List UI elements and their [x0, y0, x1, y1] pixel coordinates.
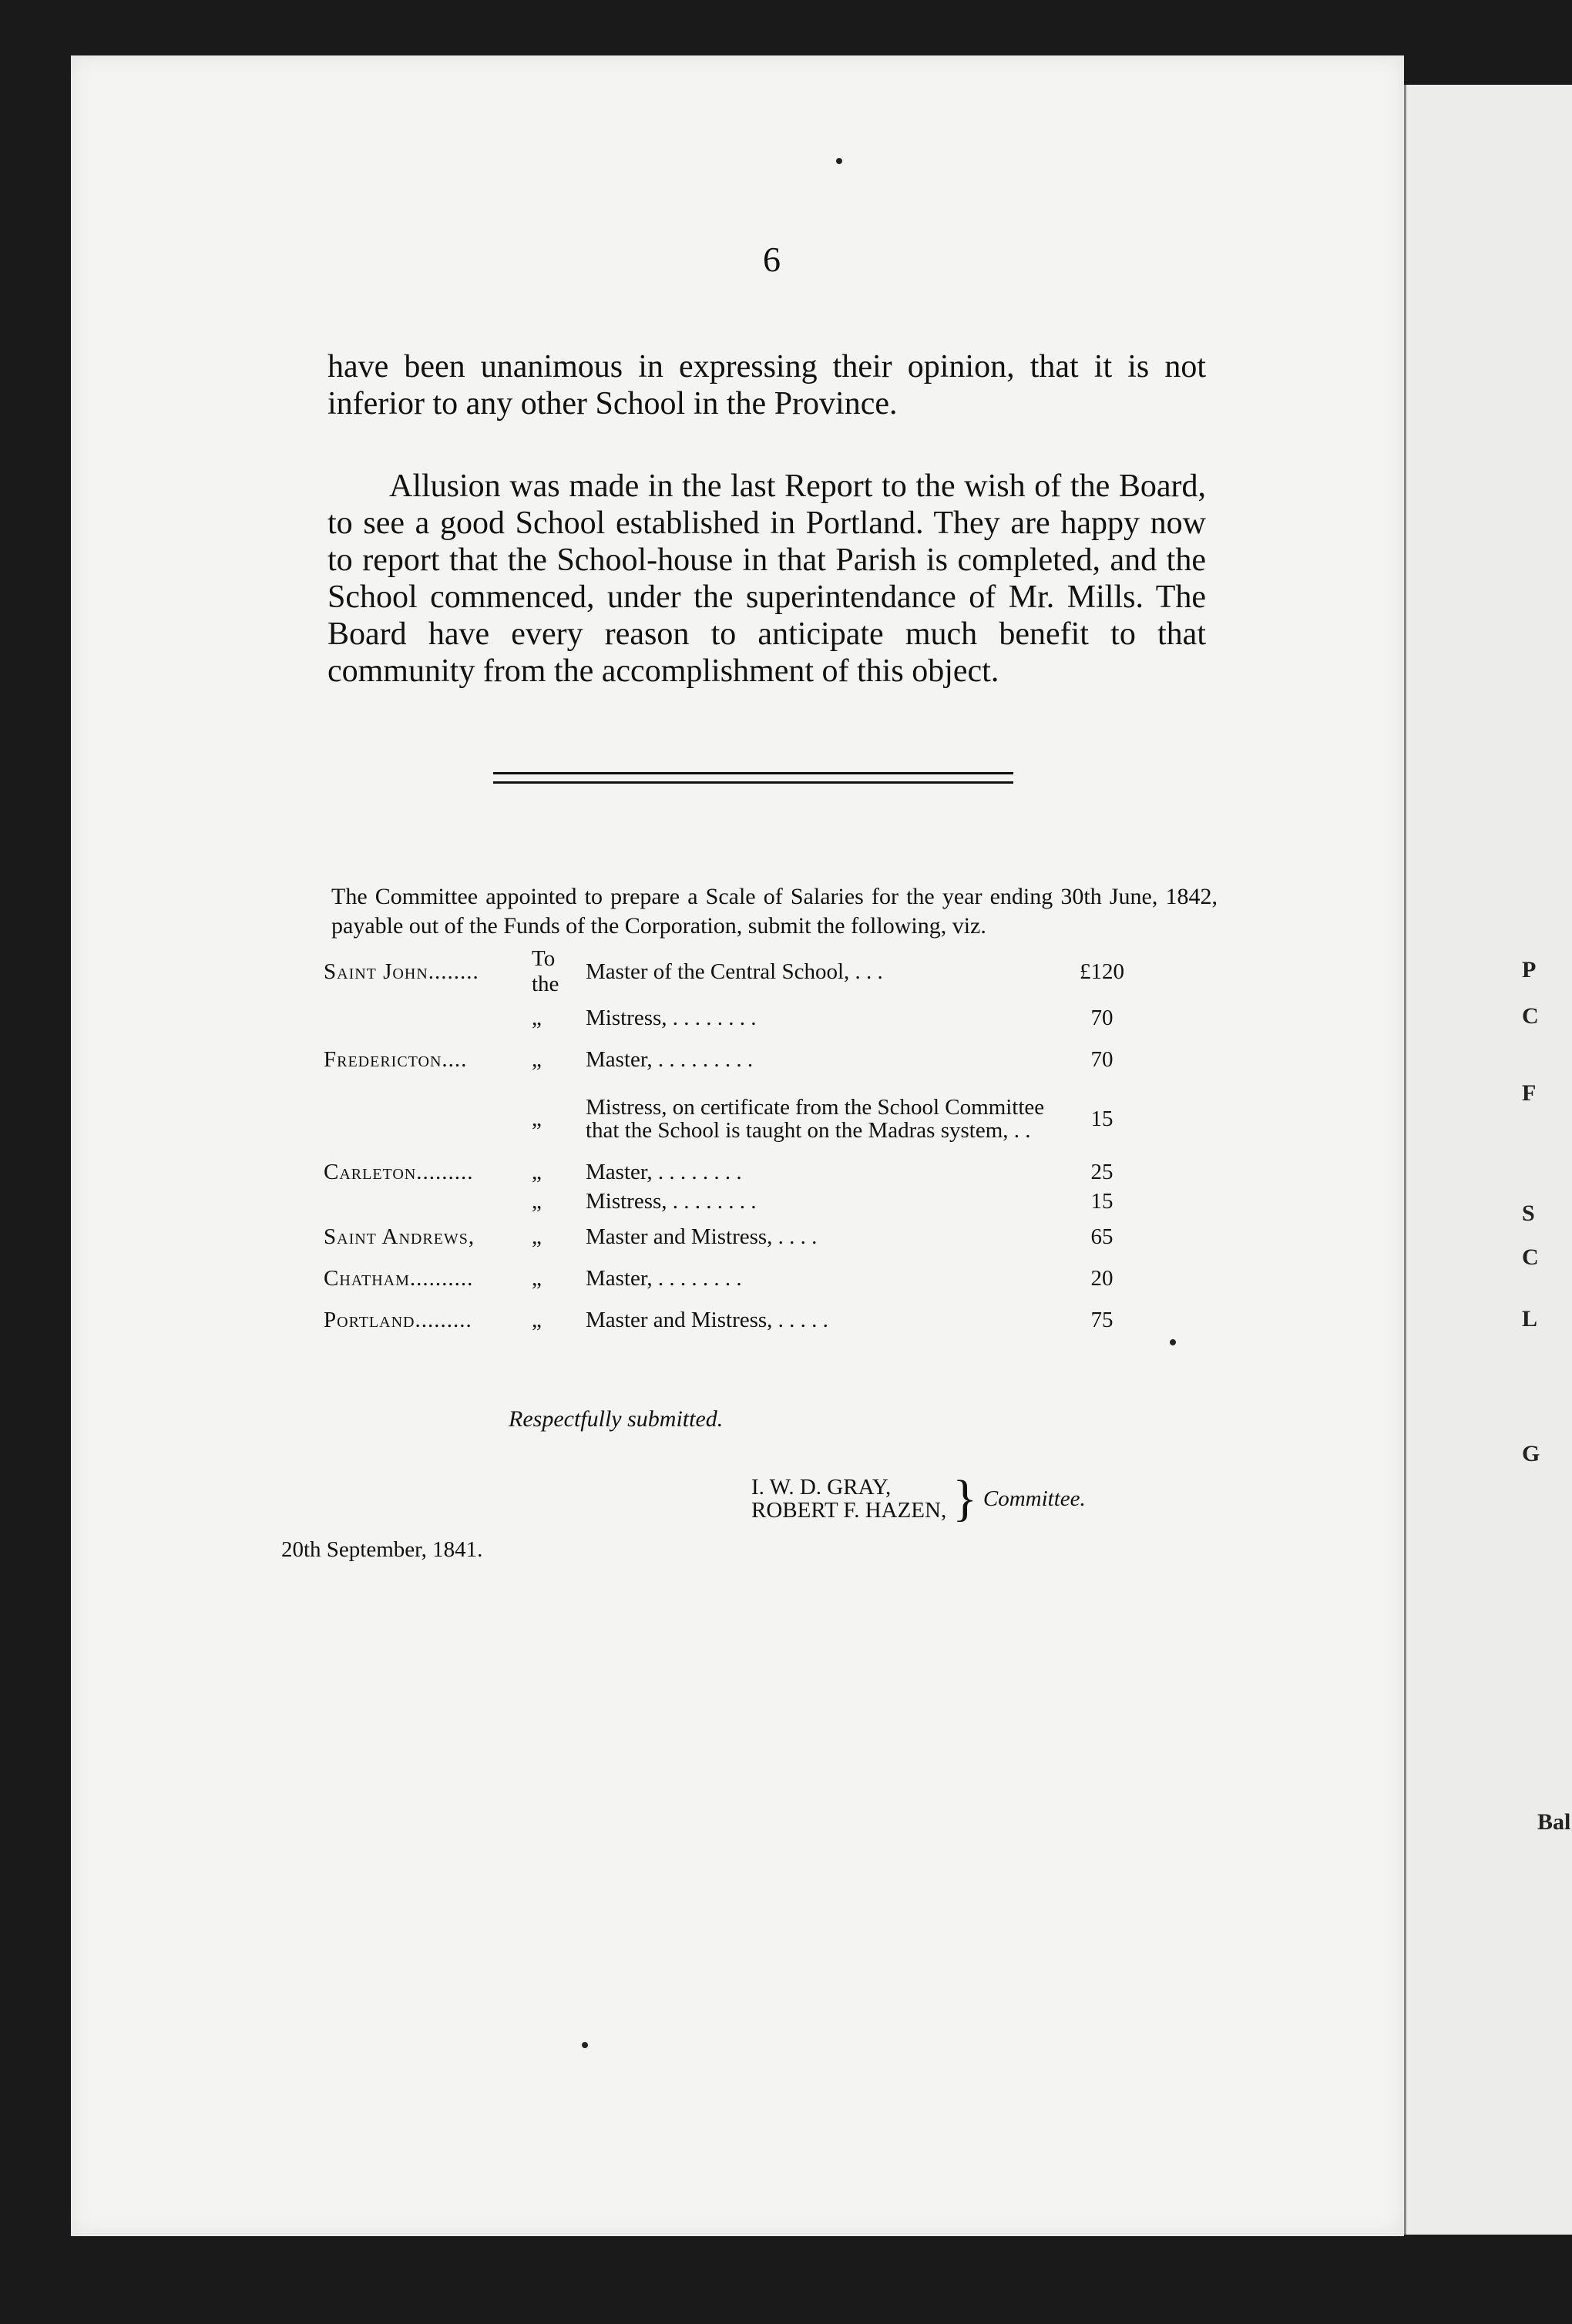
committee-intro: The Committee appointed to prepare a Scale of Salaries for the year ending 30th June, 1842, payable out of the Funds of the Corporation, submit the following, viz. — [331, 884, 1218, 939]
table-row — [324, 1187, 1140, 1216]
position: Master, . . . . . . . . — [586, 1159, 742, 1184]
position: Master, . . . . . . . . . — [586, 1046, 754, 1072]
fragment-letter: P — [1522, 957, 1537, 982]
place-name: Portland......... — [324, 1307, 472, 1332]
position: Mistress, on certificate from the School Committee that the School is taught on the Madras system, . . — [586, 1095, 1045, 1143]
salary-amount: 15 — [1090, 1188, 1114, 1214]
position: Master of the Central School, . . . — [586, 959, 883, 984]
fragment-letter: C — [1522, 1244, 1539, 1270]
ditto-mark: „ — [532, 1224, 542, 1249]
place-name: Saint Andrews, — [324, 1224, 475, 1249]
committee-signatures — [751, 1470, 1086, 1526]
position: Mistress, . . . . . . . . — [586, 1188, 757, 1214]
page-number: 6 — [763, 240, 781, 279]
document-date: 20th September, 1841. — [281, 1537, 483, 1562]
ditto-mark: „ — [532, 1106, 542, 1131]
fragment-letter: Bal — [1537, 1809, 1571, 1835]
place-name: Chatham.......... — [324, 1265, 474, 1291]
place-name: Fredericton.... — [324, 1046, 468, 1072]
table-row — [324, 1039, 1140, 1080]
table-row — [324, 1157, 1140, 1187]
table-row — [324, 1258, 1140, 1299]
table-row — [324, 1080, 1140, 1157]
salary-amount: 25 — [1090, 1159, 1114, 1184]
fragment-letter: G — [1522, 1441, 1540, 1466]
salary-table — [324, 946, 1140, 1341]
salary-amount: 70 — [1090, 1005, 1114, 1030]
paragraph: have been unanimous in expressing their opinion, that it is not inferior to any other School in the Province. — [328, 349, 1206, 421]
adjacent-page-edge — [1404, 85, 1572, 2235]
ditto-mark: „ — [532, 1159, 542, 1184]
place-name: Saint John........ — [324, 959, 479, 984]
ditto-mark: „ — [532, 1046, 542, 1072]
fragment-letter: F — [1522, 1080, 1537, 1106]
fragment-letter: S — [1522, 1201, 1535, 1226]
position: Master, . . . . . . . . — [586, 1265, 742, 1291]
position: Master and Mistress, . . . . . — [586, 1307, 828, 1332]
table-row — [324, 997, 1140, 1039]
position: Mistress, . . . . . . . . — [586, 1005, 757, 1030]
speck — [1170, 1339, 1176, 1345]
speck — [582, 2042, 588, 2048]
ditto-mark: „ — [532, 1265, 542, 1291]
ditto-mark: „ — [532, 1307, 542, 1332]
signatory-names — [751, 1476, 946, 1522]
fragment-letter: L — [1522, 1306, 1538, 1332]
salary-amount: £120 — [1080, 959, 1124, 984]
table-row — [324, 1299, 1140, 1341]
salary-amount: 15 — [1090, 1106, 1114, 1131]
ditto-mark: „ — [532, 1005, 542, 1030]
salary-amount: 20 — [1090, 1265, 1114, 1291]
speck — [836, 158, 842, 164]
salary-amount: 70 — [1090, 1046, 1114, 1072]
section-divider — [493, 772, 1013, 784]
table-row — [324, 946, 1140, 997]
ditto-mark: „ — [532, 1188, 542, 1214]
table-row — [324, 1216, 1140, 1258]
ditto-mark: To the — [532, 946, 559, 996]
position: Master and Mistress, . . . . — [586, 1224, 818, 1249]
brace-mark: } — [952, 1470, 977, 1526]
salary-amount: 75 — [1090, 1307, 1114, 1332]
fragment-letter: C — [1522, 1003, 1539, 1029]
committee-label: Committee. — [982, 1486, 1086, 1511]
closing-line: Respectfully submitted. — [509, 1406, 724, 1432]
salary-amount: 65 — [1090, 1224, 1114, 1249]
signatory: I. W. D. GRAY, — [751, 1475, 892, 1500]
paragraph: Allusion was made in the last Report to the wish of the Board, to see a good School established in Portland. They are happy now to report that the School-house in that Parish is completed, and the School commenced, under the superintendance of Mr. Mills. The Board have every reason to anticipate much benefit to that community from the accomplishment of this object. — [328, 468, 1206, 689]
signatory: ROBERT F. HAZEN, — [751, 1498, 947, 1523]
place-name: Carleton......... — [324, 1159, 474, 1184]
